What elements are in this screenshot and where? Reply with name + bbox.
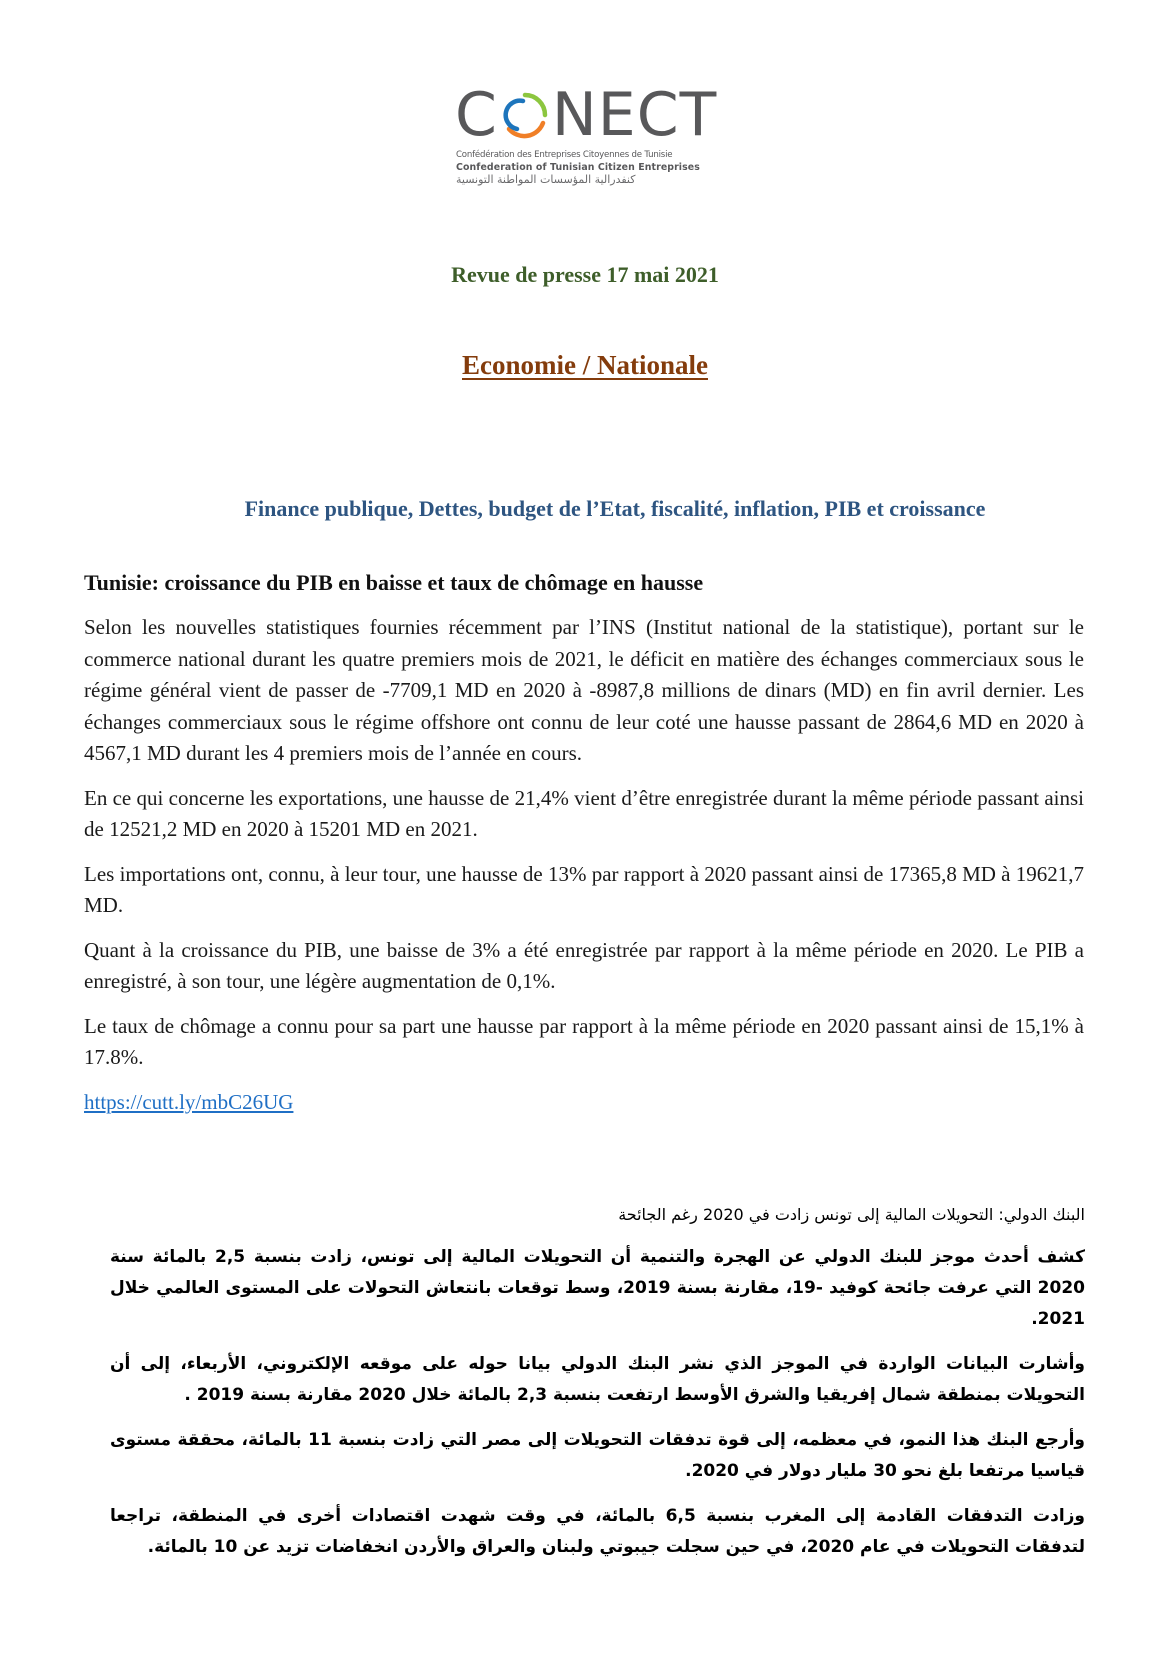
arabic-headline: البنك الدولي: التحويلات المالية إلى تونس زادت في 2020 رغم الجائحة — [618, 1205, 1085, 1224]
paragraph: وأرجع البنك هذا النمو، في معظمه، إلى قوة تدفقات التحويلات إلى مصر التي زادت بنسبة 11 بالمائة، محققة مستوى قياسيا مرتفعا بلغ نحو 30 مليار دولار في 2020. — [110, 1430, 1085, 1481]
paragraph: En ce qui concerne les exportations, une hausse de 21,4% vient d’être enregistrée durant la même période passant ainsi de 12521,2 MD en 2020 à 15201 MD en 2021. — [84, 785, 1084, 841]
logo-subtitle-en: Confederation of Tunisian Citizen Entreprises — [456, 162, 700, 173]
paragraph: Quant à la croissance du PIB, une baisse de 3% a été enregistrée par rapport à la même période en 2020. Le PIB a enregistré, à son tour, une légère augmentation de 0,1%. — [84, 937, 1084, 993]
logo-subtitle-ar: كنفدرالية المؤسسات المواطنة التونسية — [456, 173, 636, 186]
source-link[interactable]: https://cutt.ly/mbC26UG — [84, 1089, 294, 1114]
subsection-heading: Finance publique, Dettes, budget de l’Etat, fiscalité, inflation, PIB et croissance — [244, 496, 986, 521]
paragraph: وزادت التدفقات القادمة إلى المغرب بنسبة 6,5 بالمائة، في وقت شهدت اقتصادات أخرى في المنطقة، تراجعا لتدفقات التحويلات في عام 2020، في حين سجلت جيبوتي ولبنان والعراق والأردن انخفاضات تزيد عن 10 بالمائة. — [110, 1506, 1085, 1557]
logo-ring-icon — [499, 89, 551, 141]
article-title: Tunisie: croissance du PIB en baisse et taux de chômage en hausse — [84, 570, 704, 595]
conect-logo — [455, 82, 725, 192]
section-heading: Economie / Nationale — [462, 350, 708, 380]
paragraph: Selon les nouvelles statistiques fournies récemment par l’INS (Institut national de la statistique), portant sur le commerce national durant les quatre premiers mois de 2021, le déficit en matière des échanges commerciaux sous le régime général vient de passer de -7709,1 MD en 2020 à -8987,8 millions de dinars (MD) en fin avril dernier. Les échanges commerciaux sous le régime offshore ont connu de leur coté une hausse passant de 2864,6 MD en 2020 à 4567,1 MD durant les 4 premiers mois de l’année en cours. — [84, 615, 1084, 765]
paragraph: كشف أحدث موجز للبنك الدولي عن الهجرة والتنمية أن التحويلات المالية إلى تونس، زادت بنسبة 2,5 بالمائة سنة 2020 التي عرفت جائحة كوفيد -19، مقارنة بسنة 2019، وسط توقعات بانتعاش التحولات على المستوى العالمي خلال 2021. — [110, 1247, 1085, 1329]
article-body-fr — [84, 612, 1084, 1131]
article-body-ar — [110, 1242, 1085, 1563]
paragraph: Les importations ont, connu, à leur tour, une hausse de 13% par rapport à 2020 passant ainsi de 17365,8 MD à 19621,7 MD. — [84, 861, 1084, 917]
logo-wordmark: C NECT — [455, 80, 718, 150]
logo-subtitle-fr: Confédération des Entreprises Citoyennes de Tunisie — [456, 150, 673, 160]
paragraph: Le taux de chômage a connu pour sa part une hausse par rapport à la même période en 2020 passant ainsi de 15,1% à 17.8%. — [84, 1013, 1084, 1069]
paragraph: وأشارت البيانات الواردة في الموجز الذي نشر البنك الدولي بيانا حوله على موقعه الإلكتروني، الأربعاء، إلى أن التحويلات بمنطقة شمال إفريقيا والشرق الأوسط ارتفعت بنسبة 2,3 بالمائة خلال 2020 مقارنة بسنة 2019 . — [110, 1354, 1085, 1405]
press-review-date: Revue de presse 17 mai 2021 — [451, 262, 719, 287]
article-arabic — [110, 1202, 1085, 1577]
